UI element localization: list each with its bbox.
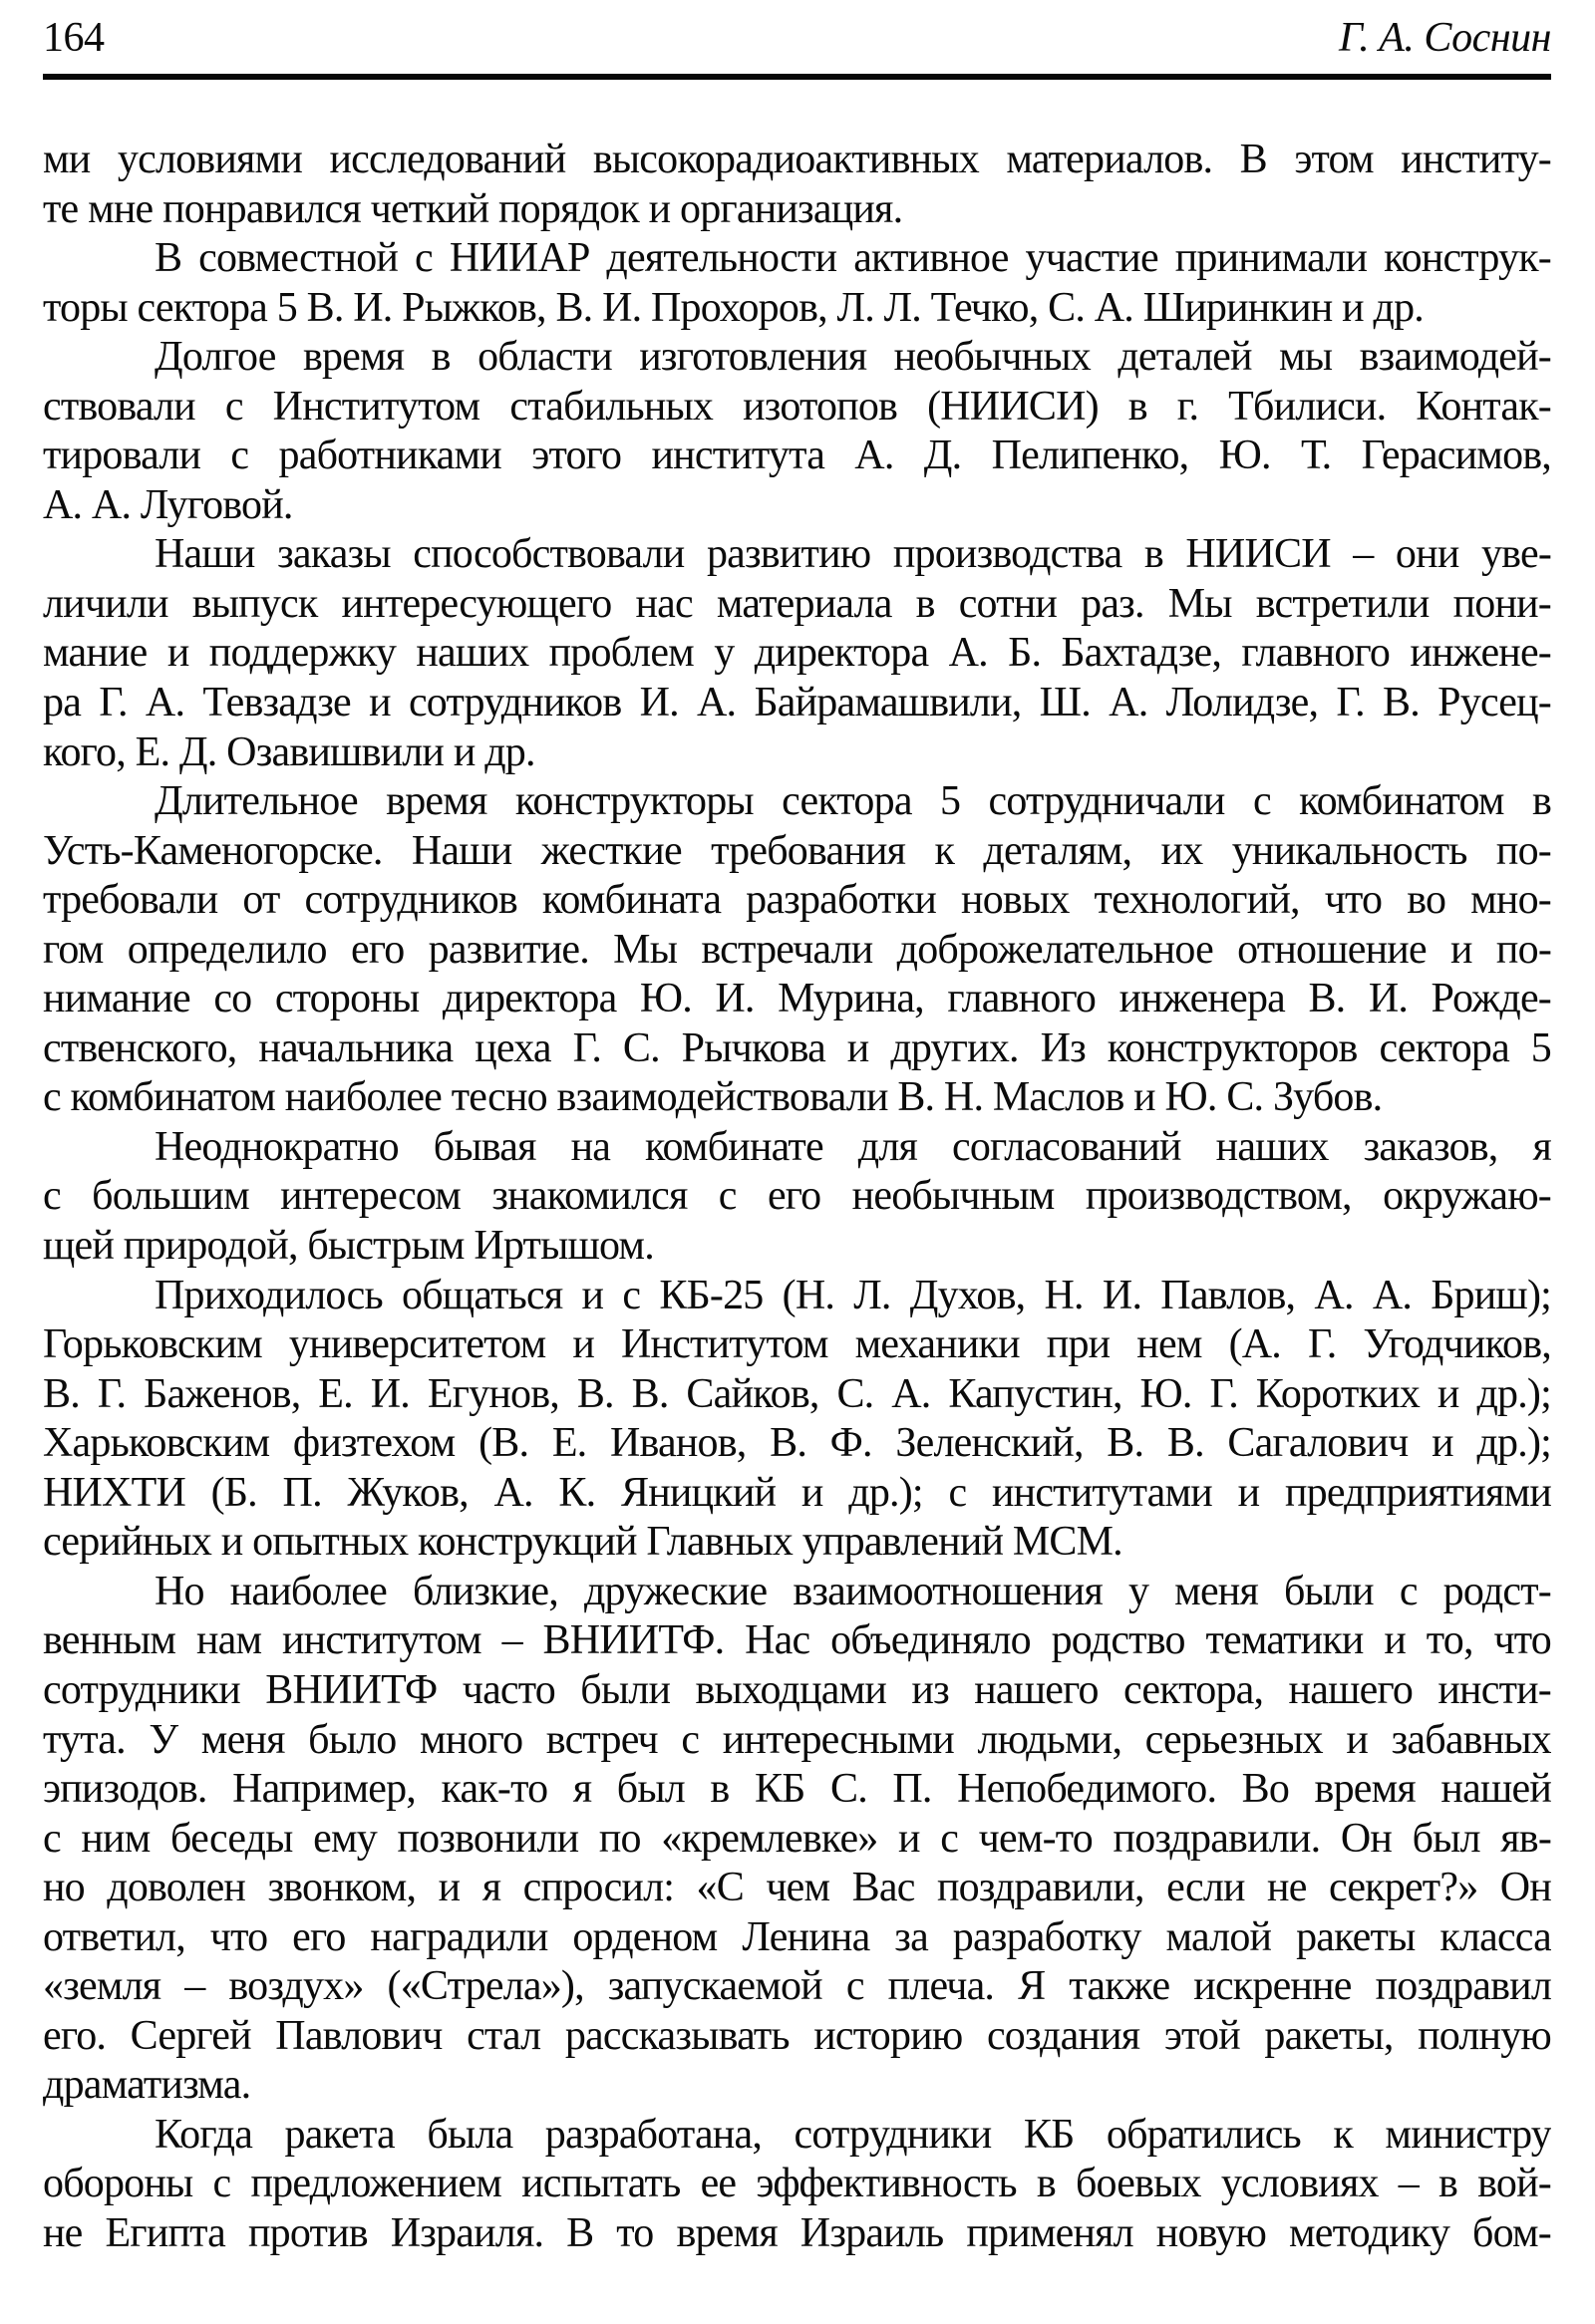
text-line: Когда ракета была разработана, сотрудники КБ обратились к министру	[155, 2111, 1551, 2158]
text-line: с комбинатом наиболее тесно взаимодействовали В. Н. Маслов и Ю. С. Зубов.	[43, 1074, 1383, 1121]
text-line: гом определило его развитие. Мы встречали доброжелательное отношение и по-	[43, 926, 1551, 973]
header-rule	[43, 74, 1551, 80]
text-line: НИХТИ (Б. П. Жуков, А. К. Яницкий и др.); с институтами и предприятиями	[43, 1469, 1551, 1516]
text-line: щей природой, быстрым Иртышом.	[43, 1223, 654, 1270]
text-line: Долгое время в области изготовления необычных деталей мы взаимодей-	[155, 334, 1551, 381]
text-line: те мне понравился четкий порядок и организация.	[43, 185, 903, 232]
text-line: Харьковским физтехом (В. Е. Иванов, В. Ф. Зеленский, В. В. Сагалович и др.);	[43, 1420, 1551, 1467]
text-line: сотрудники ВНИИТФ часто были выходцами из нашего сектора, нашего инсти-	[43, 1666, 1551, 1713]
text-line: Приходилось общаться и с КБ-25 (Н. Л. Духов, Н. И. Павлов, А. А. Бриш);	[155, 1272, 1551, 1318]
text-line: Наши заказы способствовали развитию производства в НИИСИ – они уве-	[155, 531, 1551, 578]
text-line: ми условиями исследований высокорадиоактивных материалов. В этом институ-	[43, 137, 1551, 182]
text-line: «земля – воздух» («Стрела»), запускаемой с плеча. Я также искренне поздравил	[43, 1963, 1551, 2010]
text-line: не Египта против Израиля. В то время Израиль применял новую методику бом-	[43, 2209, 1551, 2256]
text-line: но доволен звонком, и я спросил: «С чем Вас поздравили, если не секрет?» Он	[43, 1865, 1551, 1911]
text-line: Длительное время конструкторы сектора 5 сотрудничали с комбинатом в	[155, 778, 1551, 825]
text-line: серийных и опытных конструкций Главных управлений МСМ.	[43, 1519, 1122, 1566]
text-line: его. Сергей Павлович стал рассказывать историю создания этой ракеты, полную	[43, 2012, 1551, 2059]
running-header	[43, 0, 1551, 62]
text-line: мание и поддержку наших проблем у директора А. Б. Бахтадзе, главного инжене-	[43, 630, 1551, 677]
page-body	[43, 136, 1551, 2259]
text-line: ра Г. А. Тевзадзе и сотрудников И. А. Байрамашвили, Ш. А. Лолидзе, Г. В. Русец-	[43, 680, 1551, 726]
page-number: 164	[43, 15, 105, 61]
text-line: требовали от сотрудников комбината разработки новых технологий, что во мно-	[43, 877, 1551, 924]
text-line: В. Г. Баженов, Е. И. Егунов, В. В. Сайков, С. А. Капустин, Ю. Г. Коротких и др.);	[43, 1370, 1551, 1417]
text-line: ственского, начальника цеха Г. С. Рычкова и других. Из конструкторов сектора 5	[43, 1024, 1551, 1071]
text-line: Усть-Каменогорске. Наши жесткие требования к деталям, их уникальность по-	[43, 827, 1551, 874]
text-line: нимание со стороны директора Ю. И. Мурина, главного инженера В. И. Рожде-	[43, 976, 1551, 1022]
text-line: тировали с работниками этого института А. Д. Пелипенко, Ю. Т. Герасимов,	[43, 433, 1551, 479]
text-line: торы сектора 5 В. И. Рыжков, В. И. Прохоров, Л. Л. Течко, С. А. Ширинкин и др.	[43, 284, 1424, 331]
text-line: ответил, что его наградили орденом Ленина за разработку малой ракеты класса	[43, 1913, 1551, 1960]
running-head-author: Г. А. Соснин	[1338, 15, 1551, 61]
text-line: тута. У меня было много встреч с интересными людьми, серьезных и забавных	[43, 1716, 1551, 1763]
book-page	[43, 0, 1551, 2324]
text-line: Но наиболее близкие, дружеские взаимоотношения у меня были с родст-	[155, 1568, 1551, 1614]
text-line: кого, Е. Д. Озавишвили и др.	[43, 728, 535, 775]
text-line: Неоднократно бывая на комбинате для согласований наших заказов, я	[155, 1123, 1551, 1170]
text-line: А. А. Луговой.	[43, 481, 293, 528]
text-line: с большим интересом знакомился с его необычным производством, окружаю-	[43, 1173, 1551, 1220]
text-line: венным нам институтом – ВНИИТФ. Нас объединяло родство тематики и то, что	[43, 1617, 1551, 1664]
text-line: ствовали с Институтом стабильных изотопов (НИИСИ) в г. Тбилиси. Контак-	[43, 383, 1551, 430]
text-line: обороны с предложением испытать ее эффективность в боевых условиях – в вой-	[43, 2161, 1551, 2207]
text-line: В совместной с НИИАР деятельности активное участие принимали конструк-	[155, 235, 1551, 282]
text-line: с ним беседы ему позвонили по «кремлевке» и с чем-то поздравили. Он был яв-	[43, 1815, 1551, 1862]
text-line: драматизма.	[43, 2062, 251, 2109]
text-line: личили выпуск интересующего нас материала в сотни раз. Мы встретили пони-	[43, 580, 1551, 627]
text-line: эпизодов. Например, как-то я был в КБ С. П. Непобедимого. Во время нашей	[43, 1766, 1551, 1813]
text-line: Горьковским университетом и Институтом механики при нем (А. Г. Угодчиков,	[43, 1321, 1551, 1368]
